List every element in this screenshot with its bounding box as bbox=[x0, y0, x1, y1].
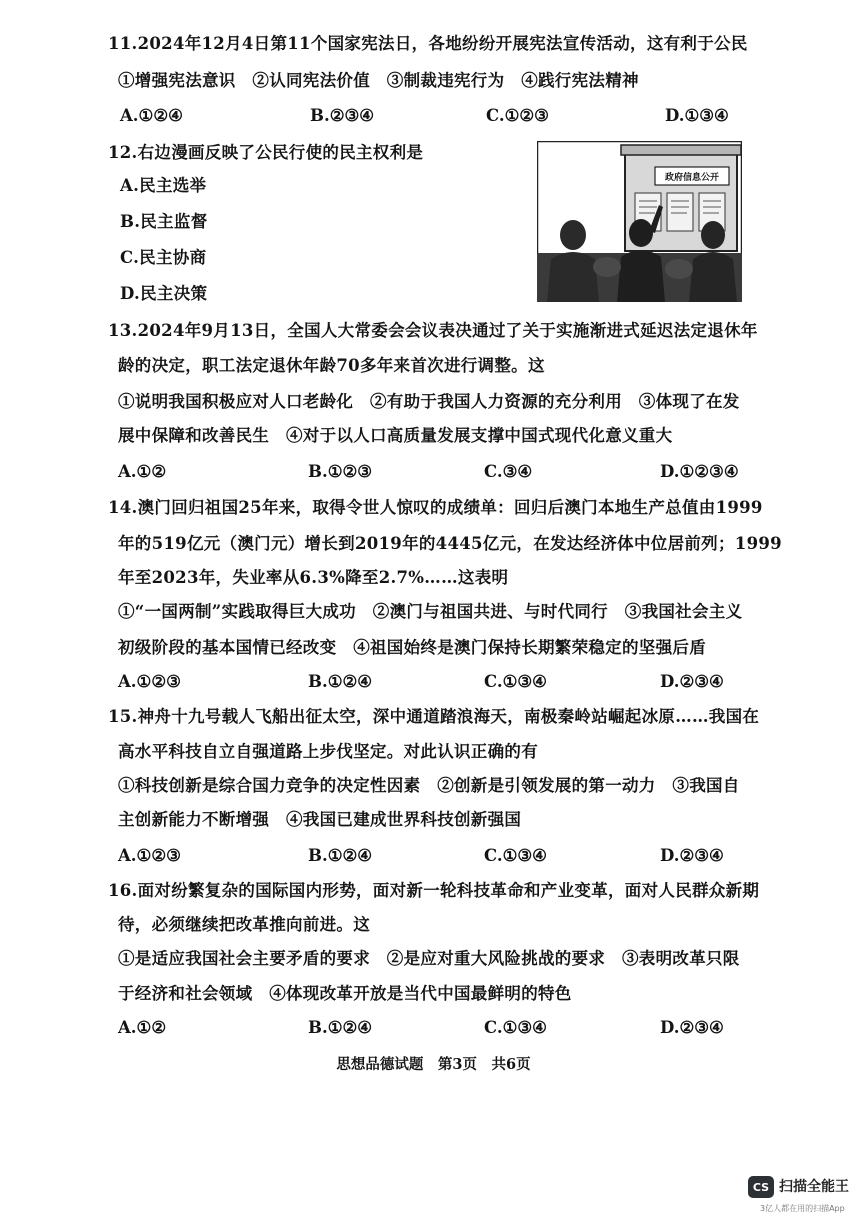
q11-option-b: B.②③④ bbox=[310, 106, 375, 125]
q16-option-d: D.②③④ bbox=[660, 1018, 724, 1037]
q11-line-1: 11.2024年12月4日第11个国家宪法日，各地纷纷开展宪法宣传活动，这有利于公民 bbox=[108, 34, 748, 53]
q13-option-a: A.①② bbox=[118, 462, 167, 481]
camscanner-tagline: 3亿人都在用的扫描App bbox=[760, 1204, 845, 1213]
q14-line-1: 14.澳门回归祖国25年来，取得令世人惊叹的成绩单：回归后澳门本地生产总值由1999 bbox=[108, 498, 763, 517]
q14-line-2: 年的519亿元（澳门元）增长到2019年的4445亿元，在发达经济体中位居前列；1999 bbox=[118, 534, 782, 553]
q13-line-4: 展中保障和改善民生 ④对于以人口高质量发展支撑中国式现代化意义重大 bbox=[118, 426, 673, 445]
q12-option-c: C.民主协商 bbox=[120, 248, 207, 267]
q16-line-4: 于经济和社会领域 ④体现改革开放是当代中国最鲜明的特色 bbox=[118, 984, 572, 1003]
cartoon-illustration bbox=[537, 141, 742, 302]
q13-option-b: B.①②③ bbox=[308, 462, 373, 481]
cartoon-image bbox=[537, 141, 742, 302]
q12-stem: 12.右边漫画反映了公民行使的民主权利是 bbox=[108, 143, 424, 162]
q15-option-c: C.①③④ bbox=[484, 846, 547, 865]
q16-line-1: 16.面对纷繁复杂的国际国内形势，面对新一轮科技革命和产业变革，面对人民群众新期 bbox=[108, 881, 760, 900]
q12-option-b: B.民主监督 bbox=[120, 212, 208, 231]
q13-line-1: 13.2024年9月13日，全国人大常委会会议表决通过了关于实施渐进式延迟法定退休年 bbox=[108, 321, 758, 340]
q15-line-4: 主创新能力不断增强 ④我国已建成世界科技创新强国 bbox=[118, 810, 522, 829]
q11-line-2: ①增强宪法意识 ②认同宪法价值 ③制裁违宪行为 ④践行宪法精神 bbox=[118, 71, 639, 90]
q12-option-d: D.民主决策 bbox=[120, 284, 208, 303]
camscanner-name: 扫描全能王 bbox=[779, 1179, 849, 1195]
q13-option-c: C.③④ bbox=[484, 462, 533, 481]
q15-option-b: B.①②④ bbox=[308, 846, 373, 865]
q13-line-3: ①说明我国积极应对人口老龄化 ②有助于我国人力资源的充分利用 ③体现了在发 bbox=[118, 392, 740, 411]
q14-line-3: 年至2023年，失业率从6.3%降至2.7%……这表明 bbox=[118, 568, 509, 587]
q13-line-2: 龄的决定，职工法定退休年龄70多年来首次进行调整。这 bbox=[118, 356, 545, 375]
cartoon-sign-text: 政府信息公开 bbox=[664, 173, 720, 183]
q16-option-b: B.①②④ bbox=[308, 1018, 373, 1037]
q14-line-4: ①“一国两制”实践取得巨大成功 ②澳门与祖国共进、与时代同行 ③我国社会主义 bbox=[118, 602, 743, 621]
q16-line-3: ①是适应我国社会主要矛盾的要求 ②是应对重大风险挑战的要求 ③表明改革只限 bbox=[118, 949, 740, 968]
q14-option-a: A.①②③ bbox=[118, 672, 181, 691]
q13-option-d: D.①②③④ bbox=[660, 462, 739, 481]
q11-option-a: A.①②④ bbox=[120, 106, 183, 125]
q14-option-c: C.①③④ bbox=[484, 672, 547, 691]
q15-line-1: 15.神舟十九号载人飞船出征太空，深中通道踏浪海天，南极秦岭站崛起冰原……我国在 bbox=[108, 707, 760, 726]
q14-option-b: B.①②④ bbox=[308, 672, 373, 691]
q14-option-d: D.②③④ bbox=[660, 672, 724, 691]
q12-option-a: A.民主选举 bbox=[120, 176, 207, 195]
q16-option-c: C.①③④ bbox=[484, 1018, 547, 1037]
q14-line-5: 初级阶段的基本国情已经改变 ④祖国始终是澳门保持长期繁荣稳定的坚强后盾 bbox=[118, 638, 706, 657]
q15-option-a: A.①②③ bbox=[118, 846, 181, 865]
q15-line-2: 高水平科技自立自强道路上步伐坚定。对此认识正确的有 bbox=[118, 742, 538, 761]
page-footer: 思想品德试题 第3页 共6页 bbox=[336, 1056, 531, 1073]
q15-line-3: ①科技创新是综合国力竞争的决定性因素 ②创新是引领发展的第一动力 ③我国自 bbox=[118, 776, 740, 795]
q15-option-d: D.②③④ bbox=[660, 846, 724, 865]
q16-line-2: 待，必须继续把改革推向前进。这 bbox=[118, 915, 370, 934]
q16-option-a: A.①② bbox=[118, 1018, 167, 1037]
q11-option-d: D.①③④ bbox=[665, 106, 729, 125]
camscanner-logo-icon: CS bbox=[748, 1176, 774, 1198]
q11-option-c: C.①②③ bbox=[486, 106, 549, 125]
